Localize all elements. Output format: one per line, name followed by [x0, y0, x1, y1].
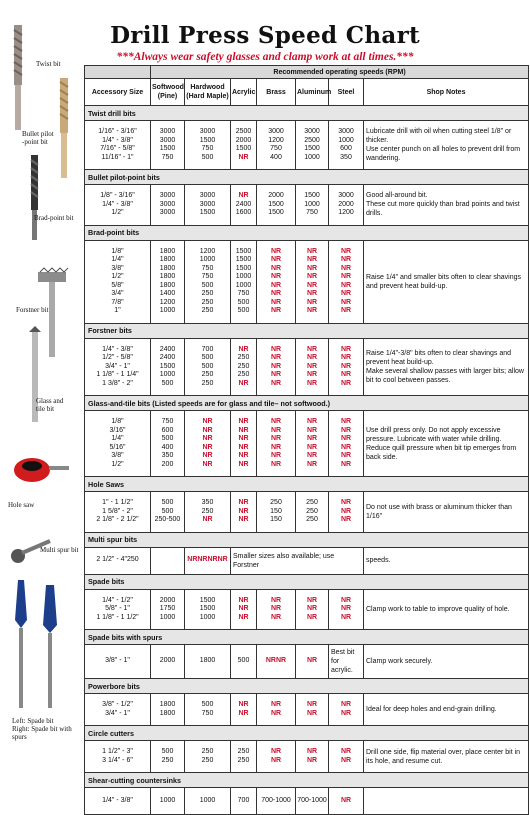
section-title: Forstner bits — [85, 323, 529, 338]
accessory-sizes: 1/4" - 1/2" 5/8" - 1" 1 1/8" - 1 1/2" — [85, 589, 151, 630]
steel-rpm: NR NR NR NR NR NR NR NR — [329, 240, 364, 323]
acrylic-rpm: 250 250 — [231, 741, 257, 773]
section-header — [85, 323, 529, 338]
acrylic-rpm: NR 2400 1600 — [231, 185, 257, 226]
steel-rpm: NR NR — [329, 694, 364, 726]
shop-notes: Ideal for deep holes and end-grain drilling. — [364, 694, 529, 726]
aluminum-rpm: 250 250 250 — [296, 492, 329, 533]
steel-rpm: NR NR NR NR NR — [329, 338, 364, 396]
section-title: Brad-point bits — [85, 225, 529, 240]
accessory-sizes: 1/4" - 3/8" — [85, 788, 151, 815]
brass-rpm: 3000 1200 750 400 — [257, 121, 296, 170]
accessory-sizes: 1/8" 3/16" 1/4" 5/16" 3/8" 1/2" — [85, 411, 151, 477]
section-title: Shear-cutting countersinks — [85, 773, 529, 788]
col-shop-notes: Shop Notes — [364, 79, 529, 106]
hardwood-rpm: NRNRNRNR — [185, 547, 231, 574]
section-title: Twist drill bits — [85, 106, 529, 121]
softwood-rpm: 750 600 500 400 350 200 — [151, 411, 185, 477]
aluminum-rpm: NR NR NR NR NR — [296, 338, 329, 396]
table-row — [85, 338, 529, 396]
aluminum-rpm: NR NR — [296, 694, 329, 726]
accessory-sizes: 1/16" - 3/16" 1/4" - 3/8" 7/16" - 5/8" 11/16" - 1" — [85, 121, 151, 170]
label-glass-bit: Glass and tile bit — [36, 397, 64, 413]
acrylic-rpm: NR NR NR NR NR NR — [231, 411, 257, 477]
brass-rpm: NR NR — [257, 694, 296, 726]
aluminum-rpm: NR — [296, 645, 329, 679]
section-header — [85, 630, 529, 645]
section-header — [85, 773, 529, 788]
brass-rpm: 2000 1500 1500 — [257, 185, 296, 226]
acrylic-rpm: NR NR — [231, 694, 257, 726]
brass-rpm: NR NR NR NR NR NR NR NR — [257, 240, 296, 323]
hardwood-rpm: 500 750 — [185, 694, 231, 726]
label-brad-bit: Brad-point bit — [34, 214, 74, 222]
twist-bit-image — [14, 25, 22, 130]
hardwood-rpm: 700 500 500 250 250 — [185, 338, 231, 396]
softwood-rpm: 1800 1800 1800 1800 1800 1400 1200 1000 — [151, 240, 185, 323]
table-row — [85, 694, 529, 726]
section-header — [85, 477, 529, 492]
hardwood-rpm: NR NR NR NR NR NR — [185, 411, 231, 477]
section-header — [85, 106, 529, 121]
shop-notes: Clamp work to table to improve quality of hole. — [364, 589, 529, 630]
softwood-rpm: 3000 3000 1500 750 — [151, 121, 185, 170]
table-row — [85, 121, 529, 170]
spade-spur-bit-image — [43, 585, 57, 708]
table-row — [85, 589, 529, 630]
label-spade-bits: Left: Spade bit Right: Spade bit with spurs — [12, 717, 72, 741]
steel-rpm: NR NR NR — [329, 589, 364, 630]
acrylic-rpm: 700 — [231, 788, 257, 815]
aluminum-rpm: NR NR NR NR NR NR — [296, 411, 329, 477]
softwood-rpm: 3000 3000 3000 — [151, 185, 185, 226]
accessory-sizes: 3/8" - 1/2" 3/4" - 1" — [85, 694, 151, 726]
softwood-rpm: 1000 — [151, 788, 185, 815]
table-row — [85, 741, 529, 773]
section-title: Glass-and-tile bits (Listed speeds are for glass and tile– not softwood.) — [85, 396, 529, 411]
acrylic-rpm: 500 — [231, 645, 257, 679]
section-title: Multi spur bits — [85, 532, 529, 547]
hardwood-rpm: 350 250 NR — [185, 492, 231, 533]
steel-rpm: NR NR NR NR NR NR — [329, 411, 364, 477]
col-acrylic: Acrylic — [231, 79, 257, 106]
shop-notes: Use drill press only. Do not apply excessive pressure. Lubricate with water while drilling. Reduce quill pressure when bit tip emerges from back side. — [364, 411, 529, 477]
section-header — [85, 679, 529, 694]
label-twist-bit: Twist bit — [36, 60, 61, 68]
hardwood-rpm: 1200 1000 750 750 500 250 250 250 — [185, 240, 231, 323]
softwood-rpm: 500 250 — [151, 741, 185, 773]
brass-rpm: NR NR NR NR NR NR — [257, 411, 296, 477]
hardwood-rpm: 250 250 — [185, 741, 231, 773]
label-forstner-bit: Forstner bit — [16, 306, 49, 314]
spade-bit-image — [15, 580, 27, 708]
aluminum-rpm: 3000 2500 1500 1000 — [296, 121, 329, 170]
col-hardwood: Hardwood (Hard Maple) — [185, 79, 231, 106]
shop-notes: Clamp work securely. — [364, 645, 529, 679]
col-brass: Brass — [257, 79, 296, 106]
drill-bit-illustrations — [0, 0, 84, 749]
softwood-rpm: 2400 2400 1500 1000 500 — [151, 338, 185, 396]
accessory-sizes: 1 1/2" - 3" 3 1/4" - 6" — [85, 741, 151, 773]
brass-rpm: NR NR NR NR NR — [257, 338, 296, 396]
acrylic-rpm: NR 250 250 250 NR — [231, 338, 257, 396]
bit-images — [0, 0, 84, 749]
softwood-rpm: 2000 1750 1000 — [151, 589, 185, 630]
hardwood-rpm: 1000 — [185, 788, 231, 815]
softwood-rpm: 500 500 250-500 — [151, 492, 185, 533]
section-title: Spade bits — [85, 574, 529, 589]
shop-notes: Raise 1/4"-3/8" bits often to clear shavings and prevent heat build-up. Make several shallow passes with larger bits; allow bit to cool between passes. — [364, 338, 529, 396]
section-title: Hole Saws — [85, 477, 529, 492]
aluminum-rpm: 1500 1000 750 — [296, 185, 329, 226]
section-header — [85, 574, 529, 589]
brass-rpm: 250 150 150 — [257, 492, 296, 533]
speed-chart-table — [84, 65, 528, 804]
hardwood-rpm: 3000 1500 750 500 — [185, 121, 231, 170]
brass-rpm: NR NR NR — [257, 589, 296, 630]
hardwood-rpm: 1500 1500 1000 — [185, 589, 231, 630]
section-header — [85, 396, 529, 411]
aluminum-rpm: NR NR NR NR NR NR NR NR — [296, 240, 329, 323]
section-title: Circle cutters — [85, 726, 529, 741]
accessory-sizes: 1/4" - 3/8" 1/2" - 5/8" 3/4" - 1" 1 1/8" - 1 1/4" 1 3/8" - 2" — [85, 338, 151, 396]
col-softwood: Softwood (Pine) — [151, 79, 185, 106]
acrylic-rpm: 1500 1500 1500 1000 1000 750 500 500 — [231, 240, 257, 323]
multispur-note: Smaller sizes also available; use Forstner — [231, 547, 364, 574]
col-accessory: Accessory Size — [85, 79, 151, 106]
accessory-sizes: 3/8" - 1" — [85, 645, 151, 679]
label-multispur-bit: Multi spur bit — [40, 546, 79, 554]
steel-rpm: 3000 1000 600 350 — [329, 121, 364, 170]
table-row — [85, 788, 529, 815]
table-row — [85, 411, 529, 477]
safety-warning: ***Always wear safety glasses and clamp work at all times.*** — [116, 51, 414, 63]
label-bullet-bit: Bullet pilot -point bit — [22, 130, 54, 146]
shop-notes: Good all-around bit. These cut more quickly than brad points and twist drills. — [364, 185, 529, 226]
label-holesaw: Hole saw — [8, 501, 35, 509]
col-steel: Steel — [329, 79, 364, 106]
section-title: Spade bits with spurs — [85, 630, 529, 645]
section-header — [85, 225, 529, 240]
table-row — [85, 492, 529, 533]
aluminum-rpm: 700-1000 — [296, 788, 329, 815]
section-header — [85, 170, 529, 185]
acrylic-rpm: 2500 2000 1500 NR — [231, 121, 257, 170]
shop-notes: Do not use with brass or aluminum thicker than 1/16" — [364, 492, 529, 533]
section-header — [85, 726, 529, 741]
brass-rpm: NRNR — [257, 645, 296, 679]
holesaw-image — [14, 458, 69, 482]
bullet-bit-image — [60, 78, 68, 178]
acrylic-rpm: NR NR NR — [231, 589, 257, 630]
softwood-rpm: 2000 — [151, 645, 185, 679]
section-header — [85, 532, 529, 547]
table-row — [85, 185, 529, 226]
brass-rpm: 700-1000 — [257, 788, 296, 815]
steel-rpm: 3000 2000 1200 — [329, 185, 364, 226]
table-row — [85, 645, 529, 679]
shop-notes: Drill one side, flip material over, place center bit in its hole, and resume cut. — [364, 741, 529, 773]
steel-rpm: Best bit for acrylic. — [329, 645, 364, 679]
col-aluminum: Aluminum — [296, 79, 329, 106]
acrylic-rpm: NR NR NR — [231, 492, 257, 533]
softwood-rpm — [151, 547, 185, 574]
steel-rpm: NR NR — [329, 741, 364, 773]
section-title: Powerbore bits — [85, 679, 529, 694]
aluminum-rpm: NR NR — [296, 741, 329, 773]
rpm-banner: Recommended operating speeds (RPM) — [151, 66, 529, 79]
accessory-sizes: 1/8" - 3/16" 1/4" - 3/8" 1/2" — [85, 185, 151, 226]
page-title: Drill Press Speed Chart — [110, 22, 420, 49]
hardwood-rpm: 3000 3000 1500 — [185, 185, 231, 226]
accessory-sizes: 1" - 1 1/2" 1 5/8" - 2" 2 1/8" - 2 1/2" — [85, 492, 151, 533]
brad-bit-image — [31, 155, 38, 240]
table-row — [85, 240, 529, 323]
steel-rpm: NR — [329, 788, 364, 815]
accessory-sizes: 1/8" 1/4" 3/8" 1/2" 5/8" 3/4" 7/8" 1" — [85, 240, 151, 323]
shop-notes: speeds. — [364, 547, 529, 574]
softwood-rpm: 1800 1800 — [151, 694, 185, 726]
aluminum-rpm: NR NR NR — [296, 589, 329, 630]
hardwood-rpm: 1800 — [185, 645, 231, 679]
shop-notes — [364, 788, 529, 815]
shop-notes: Lubricate drill with oil when cutting steel 1/8" or thicker. Use center punch on all holes to prevent drill from wandering. — [364, 121, 529, 170]
accessory-sizes: 2 1/2" - 4"250 — [85, 547, 151, 574]
table-row — [85, 547, 529, 574]
brass-rpm: NR NR — [257, 741, 296, 773]
steel-rpm: NR NR NR — [329, 492, 364, 533]
section-title: Bullet pilot-point bits — [85, 170, 529, 185]
shop-notes: Raise 1/4" and smaller bits often to clear shavings and prevent heat build-up. — [364, 240, 529, 323]
